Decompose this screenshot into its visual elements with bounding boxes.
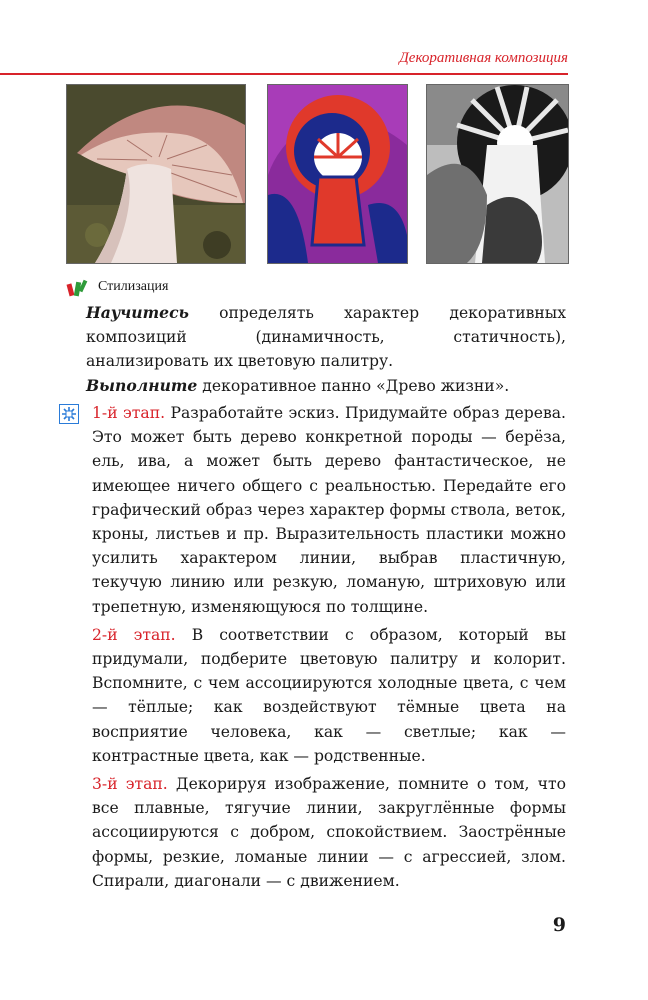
intro-paragraph-2 — [86, 374, 566, 398]
task-icon — [59, 404, 79, 424]
stage-1-text: Разработайте эскиз. Придумайте образ дерева. Это может быть дерево конкретной породы — берёза, ель, ива, а может быть дерево фантастическое, не имеющее ничего общего с реальностью. Передайте его графический образ через характер формы ствола, веток, кроны, листьев и пр. Выразительность пластики можно усилить характером линии, выбрав пластичную, текучую линию или резкую, ломаную, штриховую или трепетную, изменяющуюся по толщине. — [92, 404, 566, 616]
intro-text-1: определять характер декоративных композиций (динамичность, статичность), анализировать их цветовую палитру. — [86, 304, 566, 371]
intro-paragraph-1 — [86, 301, 566, 374]
stage-1-label: 1-й этап. — [92, 404, 166, 422]
stage-1 — [92, 401, 566, 619]
page-number: 9 — [552, 914, 566, 936]
stage-3-label: 3-й этап. — [92, 775, 168, 794]
header-rule — [0, 73, 568, 75]
stylized-color-mushroom — [267, 84, 408, 264]
stage-2-text: В соответствии с образом, который вы придумали, подберите цветовую палитру и колорит. Вспомните, с чем ассоциируются холодные цвета, с чем — тёплые; как воздействуют тёмные цвета на восприятие человека, как — светлые; как — контрастные цвета, как — родственные. — [92, 625, 566, 765]
caption-text: Стилизация — [98, 279, 169, 294]
intro-lead-1: Научитесь — [86, 303, 189, 322]
stage-2 — [92, 623, 566, 768]
intro-text-2: декоративное панно «Древо жизни». — [197, 376, 510, 395]
brush-icon — [66, 276, 90, 298]
intro-lead-2: Выполните — [86, 375, 198, 395]
stages-list — [92, 401, 566, 897]
intro-text — [86, 301, 566, 398]
figure-caption — [66, 276, 168, 298]
stage-2-label: 2-й этап. — [92, 625, 176, 644]
stylized-bw-mushroom — [426, 84, 569, 264]
mushroom-photo — [66, 84, 246, 264]
stage-3 — [92, 772, 566, 893]
running-header: Декоративная композиция — [399, 50, 568, 66]
stage-3-text: Декорируя изображение, помните о том, что все плавные, тягучие линии, закруглённые формы ассоциируются с добром, спокойствием. Заострённые формы, резкие, ломаные линии — с агрессией, злом. Спирали, диагонали — с движением. — [92, 775, 566, 890]
